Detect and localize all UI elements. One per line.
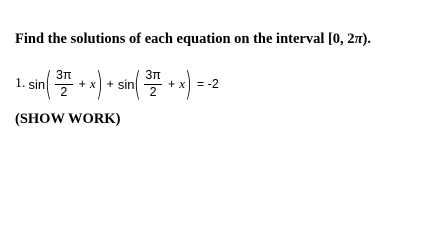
sin-function-1: sin — [28, 76, 46, 92]
equation-1 — [15, 62, 219, 106]
sin-function-2: sin — [117, 76, 135, 92]
instruction-prefix: Find the solutions of each equation on the interval [0, 2 — [15, 31, 355, 47]
right-paren-1: ) — [95, 63, 103, 103]
equation-rhs: = -2 — [196, 77, 219, 91]
instruction-suffix: ). — [362, 31, 371, 47]
plus-operator-1: + — [78, 77, 86, 91]
join-operator: + — [106, 77, 114, 91]
fraction-numerator-2: 3π — [144, 69, 162, 85]
fraction-numerator-1: 3π — [55, 69, 73, 85]
show-work-label: (SHOW WORK) — [15, 111, 121, 127]
problem-number: 1. — [15, 76, 26, 91]
fraction-denominator-2: 2 — [149, 84, 157, 99]
instruction-pi: π — [354, 31, 363, 47]
instruction-text — [15, 31, 371, 48]
right-paren-2: ) — [184, 63, 193, 103]
left-paren-2: ( — [134, 63, 142, 103]
fraction-2 — [144, 69, 162, 100]
variable-x-1: x — [89, 76, 96, 91]
fraction-1 — [55, 69, 73, 100]
left-paren-1: ( — [45, 63, 53, 103]
fraction-denominator-1: 2 — [60, 84, 68, 99]
variable-x-2: x — [179, 76, 186, 91]
plus-operator-2: + — [167, 77, 176, 91]
